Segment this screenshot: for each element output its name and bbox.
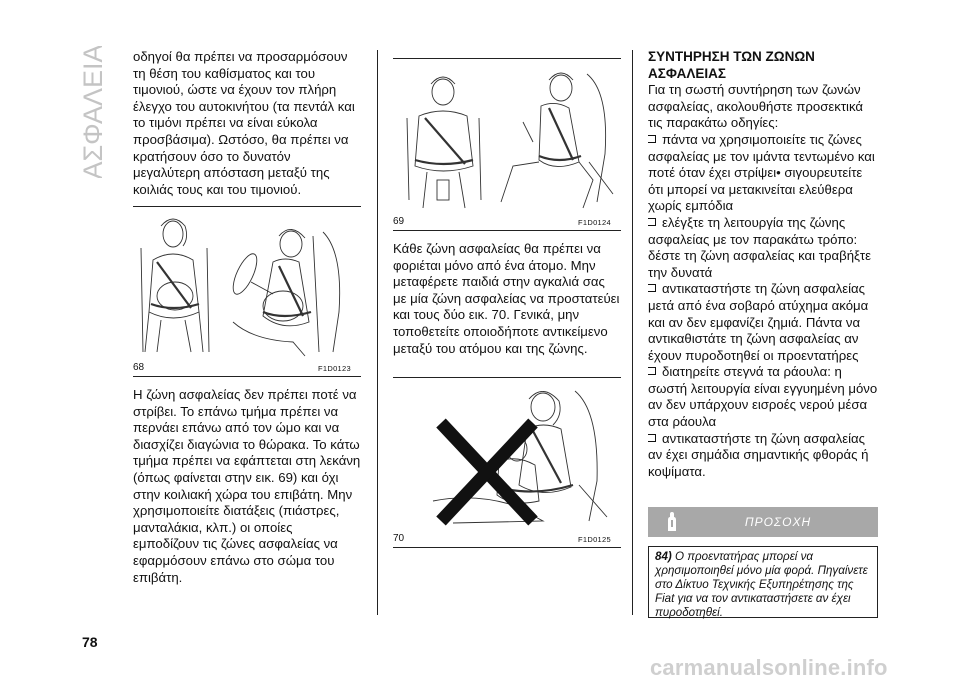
divider (133, 206, 361, 207)
bullet-icon (648, 434, 656, 442)
column-separator (632, 50, 633, 615)
section-intro: Για τη σωστή συντήρηση των ζωνών ασφαλείας, ακολουθήστε προσεκτικά τις παρακάτω οδηγίες: (648, 82, 864, 131)
column-1-paragraph-2: Η ζώνη ασφαλείας δεν πρέπει ποτέ να στρίβει. Το επάνω τμήμα πρέπει να περνάει επάνω από τον ώμο και να διασχίζει διαγώνια το θώρακα. Το κάτω τμήμα πρέπει να εφάπτεται στη λεκάνη (όπως φαίνεται στην εικ. 69) και όχι στην κοιλιακή χώρα του επιβάτη. Μην χρησιμοποιείτε διατάξεις (πιάστρες, μανταλάκια, κλπ.) οι οποίες εμποδίζουν τις ζώνες ασφαλείας να εφαρμόσουν επάνω στο σώμα του επιβάτη. (133, 387, 361, 585)
bullet-item: αντικαταστήστε τη ζώνη ασφαλείας μετά από ένα σοβαρό ατύχημα ακόμα και αν δεν εμφανίζει ζημιά. Πάντα να αντικαθιστάτε τη ζώνη ασφαλείας αν έχουν πυροδοτηθεί οι προεντατήρες (648, 281, 869, 363)
warning-title: ΠΡΟΣΟΧΗ (744, 515, 812, 529)
warning-text: Ο προεντατήρας μπορεί να χρησιμοποιηθεί μόνο μία φορά. Πηγαίνετε στο Δίκτυο Τεχνικής Εξυπηρέτησης της Fiat για να τον αντικαταστήσετε αν έχει πυροδοτηθεί. (655, 550, 868, 619)
bullet-icon (648, 135, 656, 143)
bullet-item: αντικαταστήστε τη ζώνη ασφαλείας αν έχει σημάδια σημαντικής φθοράς ή κοψίματα. (648, 430, 869, 479)
figure-69-two-belted-passengers (393, 62, 621, 212)
warning-header (648, 507, 878, 537)
figure-68-pregnant-seatbelt-illustration (133, 212, 361, 358)
bullet-icon (648, 284, 656, 292)
column-1-paragraph-1: οδηγοί θα πρέπει να προσαρμόσουν τη θέση του καθίσματος και του τιμονιού, ώστε να έχουν τον πλήρη έλεγχο του αυτοκινήτου (τα πεντάλ και το τιμόνι πρέπει να είναι εύκολα προσβάσιμα). Ωστόσο, θα πρέπει να κρατήσουν όσο το δυνατόν μεγαλύτερη απόσταση μεταξύ της κοιλιάς τους και του τιμονιού. (133, 49, 355, 197)
warning-box (648, 546, 878, 618)
column-2-paragraph-1: Κάθε ζώνη ασφαλείας θα πρέπει να φοριέται μόνο από ένα άτομο. Μην μεταφέρετε παιδιά στην αγκαλιά σας με μία ζώνη ασφαλείας να προστατεύει και τους δύο εικ. 70. Γενικά, μην τοποθετείτε οποιοδήποτε αντικείμενο μεταξύ του ατόμου και της ζώνης. (393, 241, 620, 356)
divider (133, 376, 361, 377)
page-number: 78 (82, 634, 98, 650)
column-separator (377, 50, 378, 615)
bullet-item: ελέγξτε τη λειτουργία της ζώνης ασφαλείας με τον παρακάτω τρόπο: δέστε τη ζώνη ασφαλείας και τραβήξτε την δυνατά (648, 214, 872, 280)
divider (393, 58, 621, 59)
figure-70-number: 70 (393, 533, 405, 544)
figure-70-code: F1D0125 (578, 535, 611, 544)
figure-68-code: F1D0123 (318, 364, 351, 373)
figure-69-code: F1D0124 (578, 218, 611, 227)
bullet-item: πάντα να χρησιμοποιείτε τις ζώνες ασφαλείας με τον ιμάντα τεντωμένο και ποτέ όταν έχει στρίψει• σιγουρευτείτε ότι μπορεί να μετακινείται ελεύθερα χωρίς εμπόδια (648, 131, 875, 214)
bullet-item: διατηρείτε στεγνά τα ράουλα: η σωστή λειτουργία είναι εγγυημένη μόνο αν δεν υπάρχουν εισροές νερού μέσα στα ράουλα (648, 364, 878, 430)
bullet-icon (648, 367, 656, 375)
side-section-title (78, 46, 112, 178)
watermark: carmanualsonline.info (650, 655, 888, 680)
divider (393, 547, 621, 548)
figure-69-number: 69 (393, 216, 405, 227)
figure-68-number: 68 (133, 362, 145, 373)
divider (393, 230, 621, 231)
divider (393, 377, 621, 378)
section-heading: ΣΥΝΤΗΡΗΣΗ ΤΩΝ ΖΩΝΩΝ ΑΣΦΑΛΕΙΑΣ (648, 49, 815, 81)
maintenance-section (648, 49, 878, 480)
svg-text:ΑΣΦΑΛΕΙΑ: ΑΣΦΑΛΕΙΑ (78, 46, 109, 178)
figure-70-child-on-lap-crossed-out (393, 381, 621, 529)
warning-number: 84) (655, 550, 672, 563)
bullet-icon (648, 218, 656, 226)
